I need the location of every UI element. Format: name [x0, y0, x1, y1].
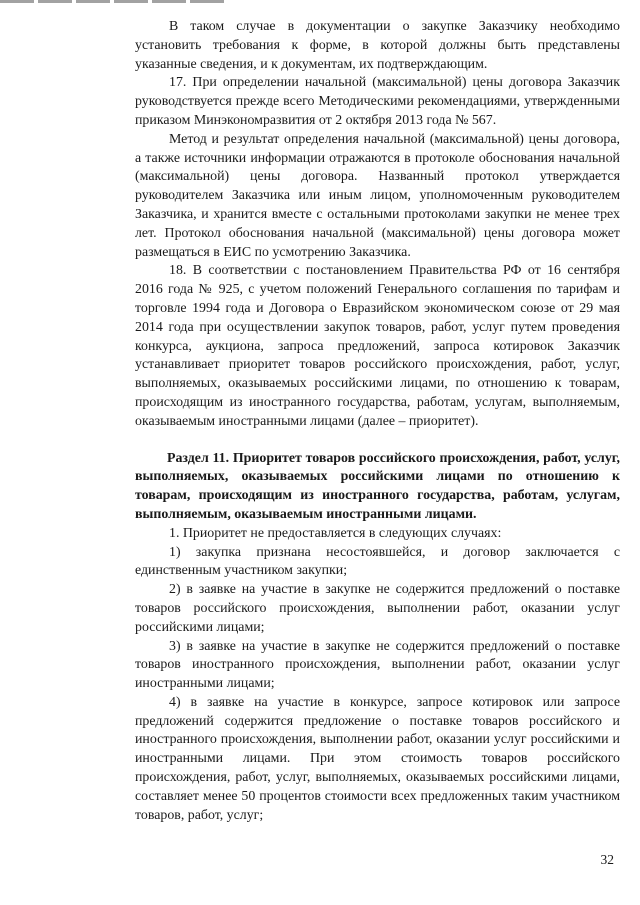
paragraph-requirements: В таком случае в документации о закупке Заказчику необходимо установить требования к форме, в которой должны быть представлены указанные сведения, и к документам, их подтверждающим. [135, 19, 620, 72]
section-item-4: 4) в заявке на участие в конкурсе, запросе котировок или запросе предложений содержится предложение о поставке товаров российского и иностранного происхождения, выполнении работ, оказании услуг российскими и иностранными лицами. При этом стоимость товаров российского происхождения, работ, услуг, выполняемых, оказываемых российскими лицами, составляет менее 50 процентов стоимости всех предложенных таким участником товаров, работ, услуг; [135, 694, 620, 823]
paragraph-18: 18. В соответствии с постановлением Правительства РФ от 16 сентября 2016 года № 925, с учетом положений Генерального соглашения по тарифам и торговле 1994 года и Договора о Евразийском экономическом союзе от 29 мая 2014 года при осуществлении закупок товаров, работ, услуг путем проведения конкурса, аукциона, запроса предложений, запроса котировок Заказчик устанавливает приоритет товаров российского происхождения, работ, услуг, выполняемых, оказываемых российскими лицами, по отношению к товарам, происходящим из иностранного государства, работам, услугам, выполняемым, оказываемым иностранными лицами (далее – приоритет). [135, 263, 620, 429]
section-item-2: 2) в заявке на участие в закупке не содержится предложений о поставке товаров российского происхождения, выполнении работ, оказании услуг российскими лицами; [135, 582, 620, 635]
section-item-1: 1) закупка признана несостоявшейся, и договор заключается с единственным участником закупки; [135, 544, 620, 579]
paragraph-method: Метод и результат определения начальной (максимальной) цены договора, а также источники информации отражаются в протоколе обоснования начальной (максимальной) цены договора. Названный протокол утверждается руководителем Заказчика или иным лицом, уполномоченным руководителем Заказчика, и хранится вместе с остальными протоколами закупки не менее трех лет. Протокол обоснования начальной (максимальной) цены договора может размещаться в ЕИС по усмотрению Заказчика. [135, 131, 620, 260]
section-item-3: 3) в заявке на участие в закупке не содержится предложений о поставке товаров иностранного происхождения, выполнении работ, оказании услуг иностранными лицами; [135, 638, 620, 692]
page-number: 32 [600, 852, 614, 867]
scan-top-rule [0, 0, 225, 3]
section-item-intro: 1. Приоритет не предоставляется в следующих случаях: [169, 525, 502, 541]
paragraph-17: 17. При определении начальной (максимальной) цены договора Заказчик руководствуется прежде всего Методическими рекомендациями, утвержденными приказом Минэкономразвития от 2 октября 2013 года № 567. [135, 75, 620, 128]
section-11-heading: Раздел 11. Приоритет товаров российского происхождения, работ, услуг, выполняемых, оказываемых российскими лицами по отношению к товарам, происходящим из иностранного государства, работам, услугам, выполняемым, оказываемым иностранными лицами. [135, 450, 620, 522]
document-page [135, 18, 620, 825]
